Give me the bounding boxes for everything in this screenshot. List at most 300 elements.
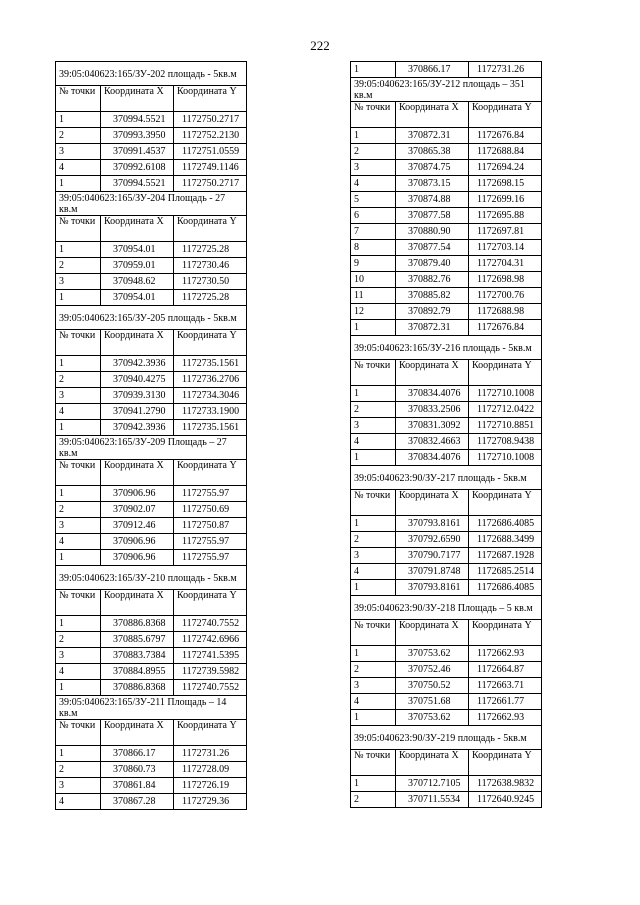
parcel-title: 39:05:040623:165/ЗУ-204 Площадь - 27 кв.м [56,192,247,216]
table-row [351,304,542,320]
header-coordinate-x: Координата X [101,720,174,746]
coordinate-x-cell: 370860.73 [101,762,174,778]
coordinate-y-cell: 1172699.16 [469,192,542,208]
coordinate-y-cell: 1172731.26 [174,746,247,762]
coordinate-x-cell: 370793.8161 [396,516,469,532]
header-coordinate-y: Координата Y [469,102,542,128]
table-row [56,356,247,372]
table-row [56,420,247,436]
header-point-number: № точки [351,490,396,516]
point-number-cell: 2 [351,402,396,418]
point-number-cell: 4 [351,176,396,192]
table-row [351,288,542,304]
coordinate-x-cell: 370832.4663 [396,434,469,450]
coordinate-x-cell: 370892.79 [396,304,469,320]
header-point-number: № точки [56,590,101,616]
coordinate-y-cell: 1172638.9832 [469,776,542,792]
coordinate-y-cell: 1172725.28 [174,290,247,306]
coordinate-y-cell: 1172750.69 [174,502,247,518]
parcel-title: 39:05:040623:165/ЗУ-216 площадь - 5кв.м [351,336,542,360]
coordinate-x-cell: 370959.01 [101,258,174,274]
column-header-row [351,620,542,646]
coordinate-y-cell: 1172663.71 [469,678,542,694]
coordinate-x-cell: 370882.76 [396,272,469,288]
point-number-cell: 1 [56,112,101,128]
coordinate-y-cell: 1172752.2130 [174,128,247,144]
point-number-cell: 1 [56,290,101,306]
coordinate-x-cell: 370883.7384 [101,648,174,664]
point-number-cell: 4 [56,794,101,810]
parcel-title-row [351,596,542,620]
table-row [351,516,542,532]
coordinate-y-cell: 1172694.24 [469,160,542,176]
table-row [351,224,542,240]
header-point-number: № точки [351,360,396,386]
point-number-cell: 10 [351,272,396,288]
parcel-title-row [56,696,247,720]
coordinate-x-cell: 370991.4537 [101,144,174,160]
column-header-row [56,590,247,616]
point-number-cell: 4 [351,434,396,450]
parcel-title: 39:05:040623:165/ЗУ-210 площадь - 5кв.м [56,566,247,590]
coordinate-x-cell: 370942.3936 [101,356,174,372]
column-header-row [351,360,542,386]
point-number-cell: 1 [351,580,396,596]
point-number-cell: 1 [351,128,396,144]
coordinate-x-cell: 370941.2790 [101,404,174,420]
table-row [56,664,247,680]
parcel-title: 39:05:040623:165/ЗУ-211 Площадь – 14 кв.м [56,696,247,720]
point-number-cell: 3 [56,518,101,534]
coordinate-x-cell: 370833.2506 [396,402,469,418]
coordinate-y-cell: 1172751.0559 [174,144,247,160]
point-number-cell: 1 [56,680,101,696]
coordinate-x-cell: 370793.8161 [396,580,469,596]
coordinate-y-cell: 1172734.3046 [174,388,247,404]
coordinate-x-cell: 370873.15 [396,176,469,192]
table-row [351,62,542,78]
coordinate-y-cell: 1172730.46 [174,258,247,274]
parcel-title: 39:05:040623:165/ЗУ-212 площадь – 351 кв.м [351,78,542,102]
coordinate-x-cell: 370902.07 [101,502,174,518]
parcel-title: 39:05:040623:90/ЗУ-218 Площадь – 5 кв.м [351,596,542,620]
table-row [56,534,247,550]
table-row [351,160,542,176]
coordinate-y-cell: 1172662.93 [469,710,542,726]
point-number-cell: 2 [351,532,396,548]
coordinate-x-cell: 370877.58 [396,208,469,224]
coordinate-y-cell: 1172735.1561 [174,356,247,372]
coordinate-x-cell: 370994.5521 [101,176,174,192]
coordinate-x-cell: 370877.54 [396,240,469,256]
coordinate-x-cell: 370940.4275 [101,372,174,388]
point-number-cell: 6 [351,208,396,224]
table-row [351,580,542,596]
coordinate-y-cell: 1172755.97 [174,534,247,550]
table-row [56,144,247,160]
header-coordinate-y: Координата Y [469,490,542,516]
table-row [351,256,542,272]
coordinate-x-cell: 370906.96 [101,486,174,502]
coordinate-x-cell: 370866.17 [396,62,469,78]
coordinate-y-cell: 1172698.15 [469,176,542,192]
point-number-cell: 3 [56,648,101,664]
point-number-cell: 1 [56,486,101,502]
coordinate-x-cell: 370879.40 [396,256,469,272]
coordinate-y-cell: 1172755.97 [174,486,247,502]
coordinate-y-cell: 1172697.81 [469,224,542,240]
coordinate-x-cell: 370831.3092 [396,418,469,434]
coordinate-x-cell: 370834.4076 [396,450,469,466]
coordinate-x-cell: 370939.3130 [101,388,174,404]
parcel-title-row [351,336,542,360]
coordinate-x-cell: 370792.6590 [396,532,469,548]
header-point-number: № точки [351,620,396,646]
parcel-title: 39:05:040623:90/ЗУ-219 площадь - 5кв.м [351,726,542,750]
header-point-number: № точки [351,102,396,128]
coordinate-x-cell: 370992.6108 [101,160,174,176]
header-coordinate-x: Координата X [101,330,174,356]
point-number-cell: 4 [351,564,396,580]
coordinate-x-cell: 370791.8748 [396,564,469,580]
page-number: 222 [310,38,330,53]
point-number-cell: 4 [351,694,396,710]
coordinate-x-cell: 370865.38 [396,144,469,160]
parcel-title-row [351,726,542,750]
header-coordinate-y: Координата Y [469,360,542,386]
column-header-row [351,750,542,776]
point-number-cell: 2 [56,632,101,648]
header-coordinate-x: Координата X [101,86,174,112]
coordinate-x-cell: 370885.82 [396,288,469,304]
point-number-cell: 2 [56,372,101,388]
coordinate-y-cell: 1172662.93 [469,646,542,662]
coordinate-y-cell: 1172687.1928 [469,548,542,564]
point-number-cell: 1 [56,420,101,436]
parcel-title-row [56,306,247,330]
table-row [56,258,247,274]
table-row [351,776,542,792]
table-row [56,388,247,404]
coordinate-y-cell: 1172708.9438 [469,434,542,450]
point-number-cell: 1 [351,710,396,726]
coordinate-x-cell: 370750.52 [396,678,469,694]
table-row [56,372,247,388]
coordinate-y-cell: 1172749.1146 [174,160,247,176]
table-row [351,548,542,564]
coordinate-x-cell: 370906.96 [101,550,174,566]
header-coordinate-x: Координата X [396,102,469,128]
point-number-cell: 3 [351,678,396,694]
header-coordinate-x: Координата X [396,360,469,386]
table-row [351,240,542,256]
point-number-cell: 1 [56,176,101,192]
coordinate-y-cell: 1172686.4085 [469,580,542,596]
table-row [351,320,542,336]
table-row [351,662,542,678]
coordinate-x-cell: 370874.88 [396,192,469,208]
parcel-title-row [351,78,542,102]
parcel-title-row [56,192,247,216]
table-row [351,434,542,450]
coordinate-y-cell: 1172640.9245 [469,792,542,808]
table-row [56,680,247,696]
parcel-title: 39:05:040623:90/ЗУ-217 площадь - 5кв.м [351,466,542,490]
table-row [56,176,247,192]
column-header-row [56,86,247,112]
header-coordinate-y: Координата Y [469,750,542,776]
point-number-cell: 3 [56,144,101,160]
point-number-cell: 4 [56,404,101,420]
table-row [56,648,247,664]
table-row [56,290,247,306]
coordinate-x-cell: 370866.17 [101,746,174,762]
point-number-cell: 1 [56,550,101,566]
coordinate-x-cell: 370872.31 [396,320,469,336]
coordinate-x-cell: 370912.46 [101,518,174,534]
parcel-title-row [56,566,247,590]
parcel-title-row [56,436,247,460]
coordinate-x-cell: 370906.96 [101,534,174,550]
coordinate-y-cell: 1172755.97 [174,550,247,566]
point-number-cell: 2 [56,762,101,778]
coordinate-y-cell: 1172685.2514 [469,564,542,580]
point-number-cell: 1 [56,242,101,258]
header-coordinate-x: Координата X [396,490,469,516]
table-row [56,502,247,518]
coordinate-y-cell: 1172686.4085 [469,516,542,532]
table-row [351,208,542,224]
header-coordinate-x: Координата X [396,620,469,646]
column-header-row [56,330,247,356]
header-coordinate-y: Координата Y [174,216,247,242]
coordinate-y-cell: 1172698.98 [469,272,542,288]
table-row [56,632,247,648]
table-row [351,792,542,808]
column-header-row [351,490,542,516]
header-coordinate-x: Координата X [396,750,469,776]
coordinate-y-cell: 1172710.8851 [469,418,542,434]
point-number-cell: 11 [351,288,396,304]
column-header-row [56,460,247,486]
table-row [351,564,542,580]
table-row [56,794,247,810]
coordinate-x-cell: 370874.75 [396,160,469,176]
point-number-cell: 7 [351,224,396,240]
coordinate-x-cell: 370872.31 [396,128,469,144]
coordinate-x-cell: 370884.8955 [101,664,174,680]
header-coordinate-y: Координата Y [174,330,247,356]
header-coordinate-x: Координата X [101,216,174,242]
point-number-cell: 2 [351,792,396,808]
coordinate-y-cell: 1172730.50 [174,274,247,290]
coordinate-y-cell: 1172712.0422 [469,402,542,418]
table-row [351,678,542,694]
coordinate-x-cell: 370861.84 [101,778,174,794]
coordinate-y-cell: 1172735.1561 [174,420,247,436]
point-number-cell: 1 [351,646,396,662]
coordinate-y-cell: 1172739.5982 [174,664,247,680]
table-row [351,128,542,144]
coordinate-x-cell: 370942.3936 [101,420,174,436]
parcel-title: 39:05:040623:165/ЗУ-202 площадь - 5кв.м [56,62,247,86]
table-row [351,192,542,208]
table-row [56,274,247,290]
header-coordinate-y: Координата Y [174,86,247,112]
coordinate-y-cell: 1172740.7552 [174,680,247,696]
header-coordinate-y: Координата Y [469,620,542,646]
coordinate-x-cell: 370994.5521 [101,112,174,128]
header-point-number: № точки [56,330,101,356]
point-number-cell: 1 [351,320,396,336]
column-header-row [351,102,542,128]
coordinate-x-cell: 370753.62 [396,646,469,662]
left-coordinates-table [55,61,247,810]
table-row [351,144,542,160]
header-point-number: № точки [351,750,396,776]
header-coordinate-x: Координата X [101,460,174,486]
right-coordinates-table [350,61,542,808]
coordinate-x-cell: 370948.62 [101,274,174,290]
header-point-number: № точки [56,86,101,112]
coordinate-x-cell: 370752.46 [396,662,469,678]
point-number-cell: 4 [56,534,101,550]
table-row [56,778,247,794]
point-number-cell: 1 [56,616,101,632]
point-number-cell: 5 [351,192,396,208]
coordinate-y-cell: 1172664.87 [469,662,542,678]
table-row [351,450,542,466]
coordinate-y-cell: 1172688.3499 [469,532,542,548]
coordinate-y-cell: 1172676.84 [469,128,542,144]
header-point-number: № точки [56,216,101,242]
coordinate-y-cell: 1172710.1008 [469,386,542,402]
point-number-cell: 2 [351,144,396,160]
coordinate-y-cell: 1172700.76 [469,288,542,304]
coordinate-x-cell: 370954.01 [101,290,174,306]
coordinate-x-cell: 370867.28 [101,794,174,810]
coordinate-x-cell: 370712.7105 [396,776,469,792]
point-number-cell: 3 [56,388,101,404]
table-row [56,518,247,534]
table-row [351,176,542,192]
coordinate-x-cell: 370880.90 [396,224,469,240]
coordinate-y-cell: 1172742.6966 [174,632,247,648]
point-number-cell: 8 [351,240,396,256]
coordinate-y-cell: 1172695.88 [469,208,542,224]
table-row [351,402,542,418]
coordinate-y-cell: 1172688.84 [469,144,542,160]
point-number-cell: 2 [351,662,396,678]
coordinate-y-cell: 1172725.28 [174,242,247,258]
point-number-cell: 1 [351,516,396,532]
parcel-title: 39:05:040623:165/ЗУ-209 Площадь – 27 кв.м [56,436,247,460]
table-row [351,418,542,434]
point-number-cell: 3 [351,160,396,176]
table-row [56,128,247,144]
table-row [56,746,247,762]
table-row [351,272,542,288]
point-number-cell: 1 [56,356,101,372]
point-number-cell: 1 [351,776,396,792]
coordinate-y-cell: 1172704.31 [469,256,542,272]
coordinate-y-cell: 1172661.77 [469,694,542,710]
point-number-cell: 12 [351,304,396,320]
table-row [56,616,247,632]
coordinate-y-cell: 1172703.14 [469,240,542,256]
column-header-row [56,216,247,242]
coordinate-y-cell: 1172741.5395 [174,648,247,664]
table-row [351,386,542,402]
coordinate-x-cell: 370954.01 [101,242,174,258]
coordinate-x-cell: 370753.62 [396,710,469,726]
coordinate-y-cell: 1172726.19 [174,778,247,794]
table-row [56,242,247,258]
column-header-row [56,720,247,746]
coordinate-y-cell: 1172740.7552 [174,616,247,632]
table-row [351,532,542,548]
coordinate-y-cell: 1172736.2706 [174,372,247,388]
point-number-cell: 3 [56,778,101,794]
point-number-cell: 2 [56,128,101,144]
parcel-title-row [351,466,542,490]
table-row [56,486,247,502]
point-number-cell: 1 [351,386,396,402]
header-coordinate-x: Координата X [101,590,174,616]
coordinate-x-cell: 370886.8368 [101,616,174,632]
coordinate-y-cell: 1172750.2717 [174,176,247,192]
table-row [56,404,247,420]
table-row [351,646,542,662]
point-number-cell: 9 [351,256,396,272]
header-coordinate-y: Координата Y [174,590,247,616]
coordinate-y-cell: 1172688.98 [469,304,542,320]
point-number-cell: 3 [56,274,101,290]
coordinate-y-cell: 1172728.09 [174,762,247,778]
point-number-cell: 1 [351,62,396,78]
table-row [56,160,247,176]
coordinate-y-cell: 1172710.1008 [469,450,542,466]
coordinate-y-cell: 1172729.36 [174,794,247,810]
parcel-title-row [56,62,247,86]
point-number-cell: 2 [56,502,101,518]
header-coordinate-y: Координата Y [174,720,247,746]
point-number-cell: 4 [56,664,101,680]
table-row [56,550,247,566]
table-row [56,112,247,128]
point-number-cell: 4 [56,160,101,176]
point-number-cell: 3 [351,418,396,434]
coordinate-x-cell: 370790.7177 [396,548,469,564]
coordinate-y-cell: 1172733.1900 [174,404,247,420]
header-point-number: № точки [56,460,101,486]
point-number-cell: 1 [56,746,101,762]
coordinate-x-cell: 370886.8368 [101,680,174,696]
coordinate-x-cell: 370993.3950 [101,128,174,144]
header-coordinate-y: Координата Y [174,460,247,486]
coordinate-x-cell: 370711.5534 [396,792,469,808]
coordinate-y-cell: 1172676.84 [469,320,542,336]
header-point-number: № точки [56,720,101,746]
coordinate-y-cell: 1172731.26 [469,62,542,78]
table-row [351,710,542,726]
coordinate-x-cell: 370751.68 [396,694,469,710]
table-row [56,762,247,778]
coordinate-x-cell: 370834.4076 [396,386,469,402]
point-number-cell: 1 [351,450,396,466]
coordinate-y-cell: 1172750.2717 [174,112,247,128]
coordinate-y-cell: 1172750.87 [174,518,247,534]
